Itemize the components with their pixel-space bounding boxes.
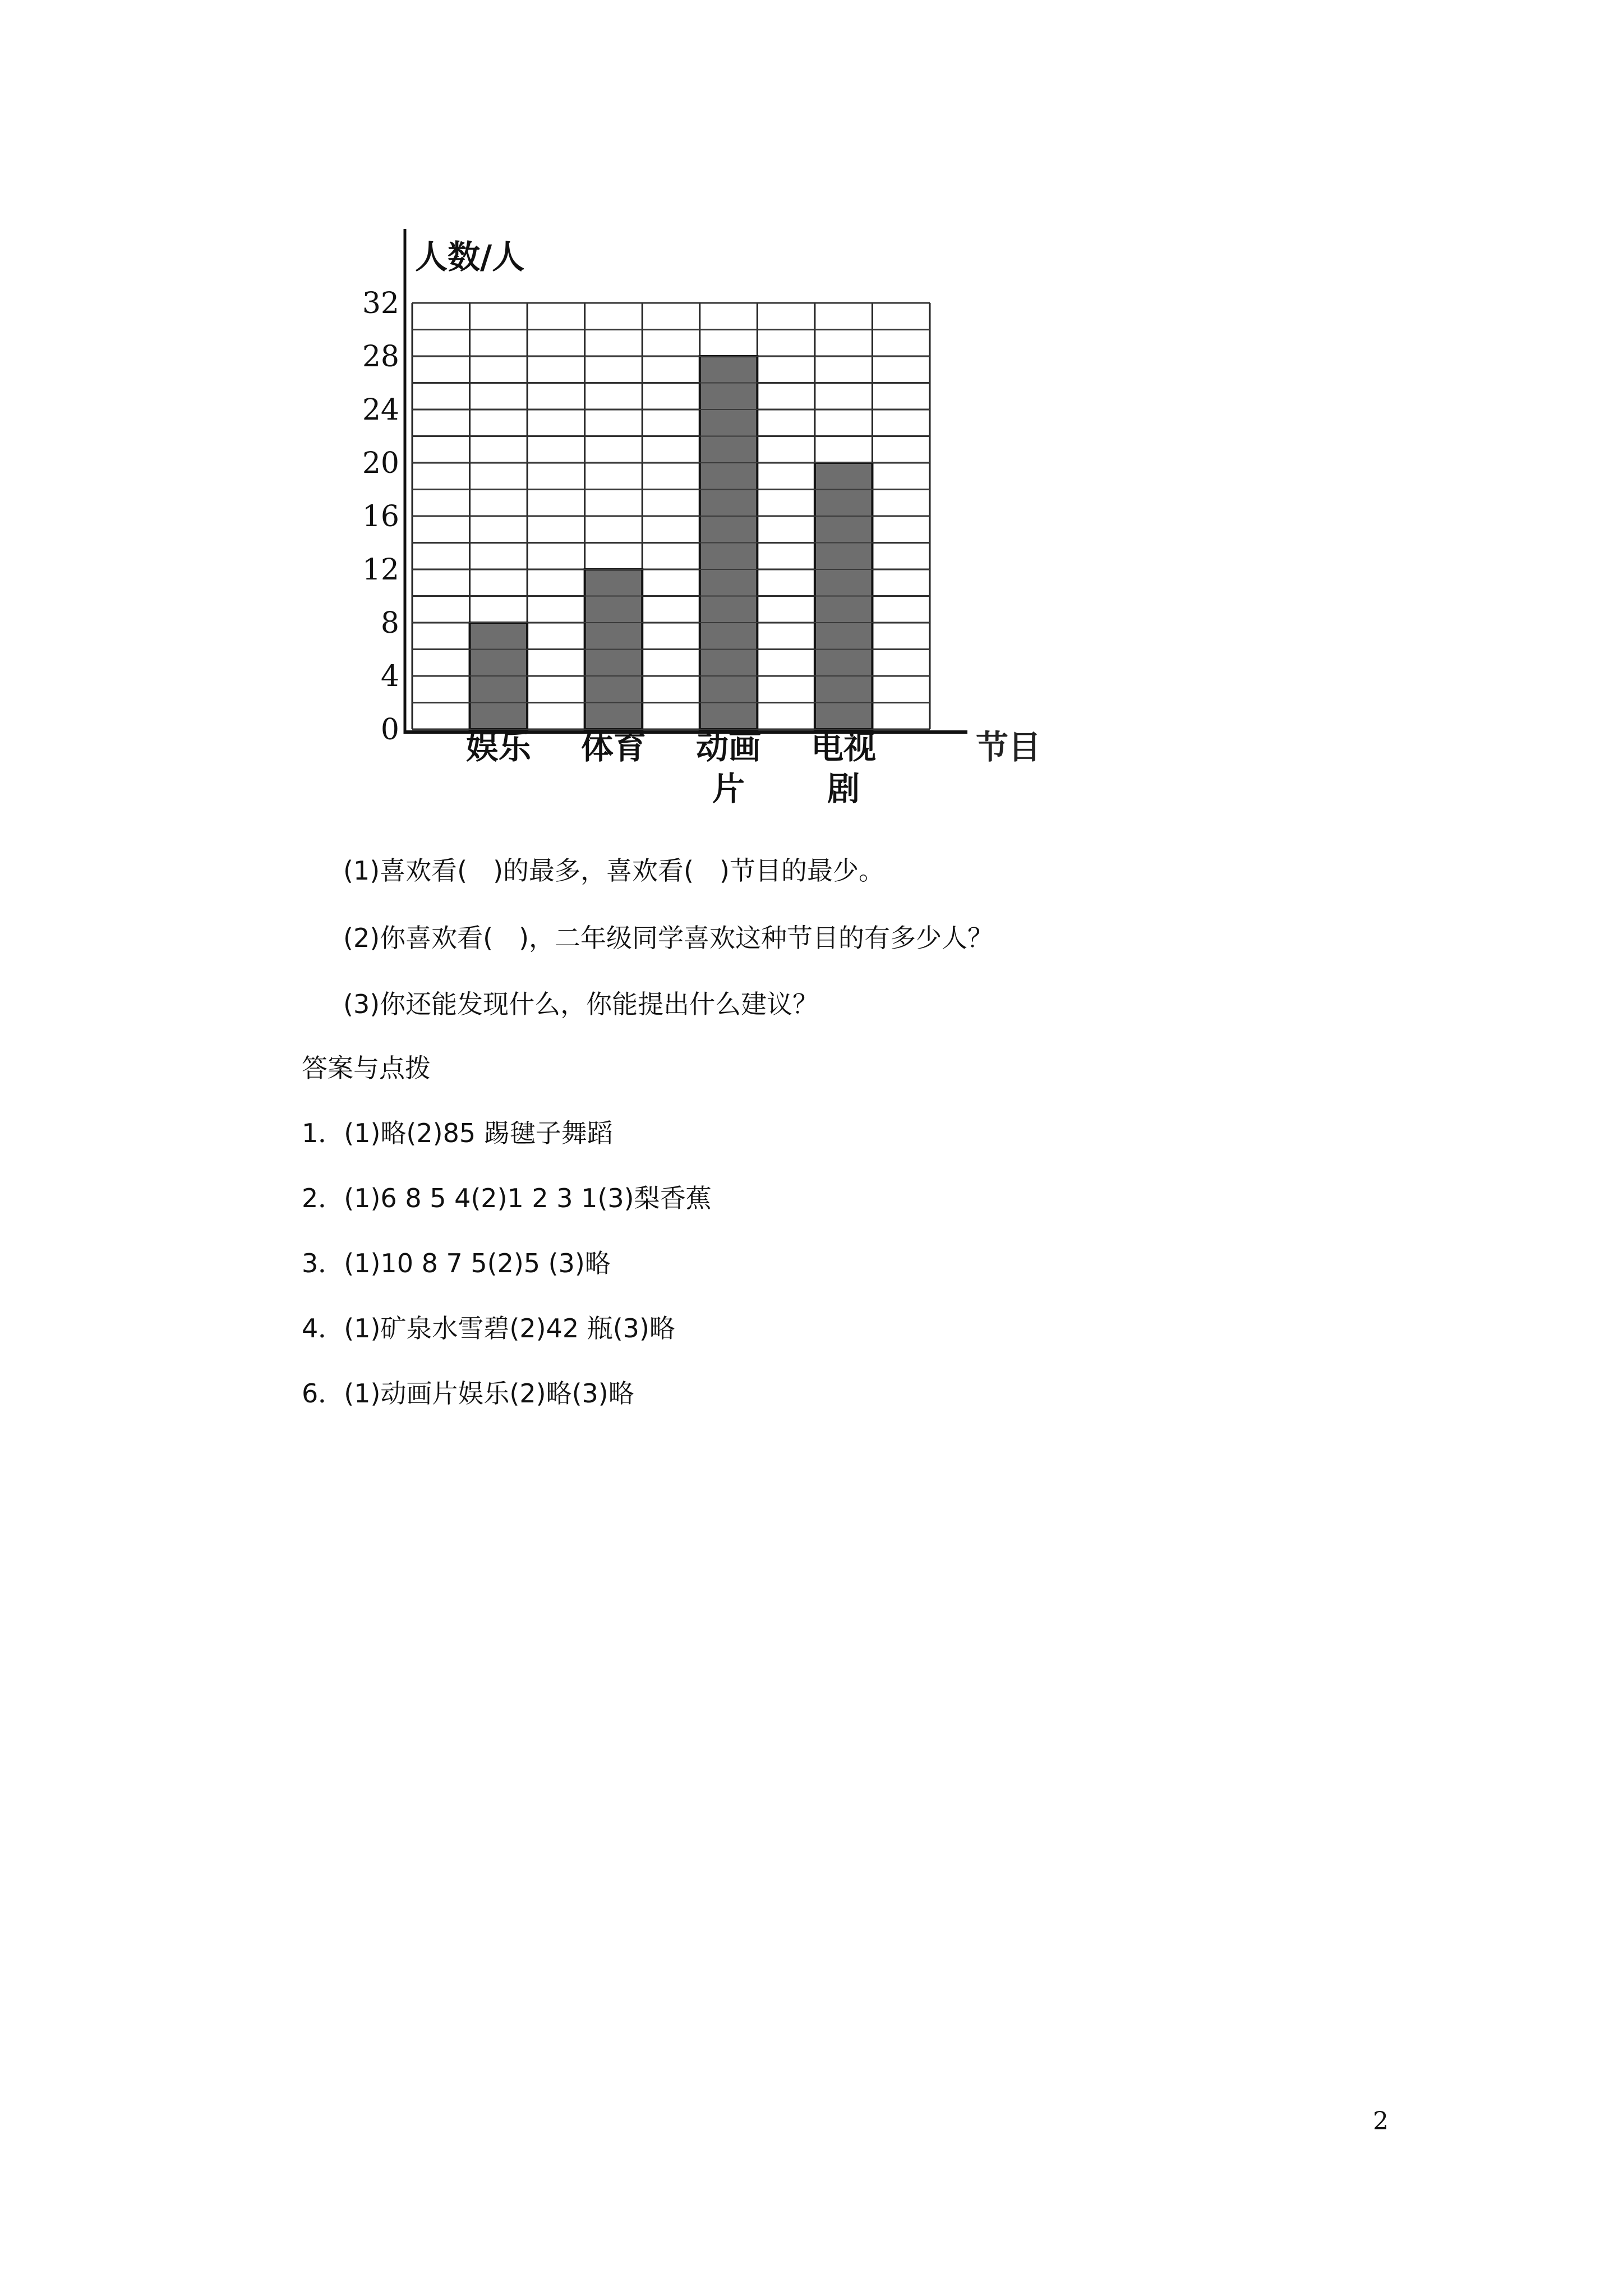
answer-item-3: 3．(1)10 8 7 5(2)5 (3)略 [302,1248,611,1278]
answer-item-4: 4．(1)矿泉水雪碧(2)42 瓶(3)略 [302,1313,675,1343]
y-tick-label: 32 [362,287,399,320]
answer-item-2: 2．(1)6 8 5 4(2)1 2 3 1(3)梨香蕉 [302,1183,712,1213]
y-tick-label: 12 [362,553,399,587]
y-tick-label: 8 [380,606,399,640]
bar-chart [308,213,1133,825]
y-tick-label: 16 [362,500,399,533]
question-1: (1)喜欢看( )的最多，喜欢看( )节目的最少。 [343,855,884,886]
x-category-label: 片 [712,770,745,808]
x-category-label: 娱乐 [465,728,531,766]
page-number: 2 [1373,2107,1389,2136]
question-2: (2)你喜欢看( )，二年级同学喜欢这种节目的有多少人？ [343,923,994,953]
answers-heading: 答案与点拨 [302,1053,431,1083]
y-tick-label: 20 [362,447,399,480]
x-category-labels [466,728,876,808]
y-tick-labels [362,287,399,747]
answer-item-6: 6．(1)动画片娱乐(2)略(3)略 [302,1378,634,1409]
chart-bars [412,303,930,729]
answer-item-1: 1．(1)略(2)85 踢毽子舞蹈 [302,1118,613,1148]
question-3: (3)你还能发现什么，你能提出什么建议？ [343,989,819,1019]
y-axis-label: 人数/人 [415,238,525,276]
bar-chart-figure [308,213,1133,825]
y-tick-label: 24 [362,393,399,427]
x-category-label: 体育 [580,728,646,766]
y-tick-label: 4 [380,660,399,693]
x-category-label: 剧 [827,770,860,808]
x-category-label: 电视 [811,728,877,766]
x-axis-label: 节目 [976,728,1041,766]
x-category-label: 动画 [696,728,762,766]
y-tick-label: 28 [362,340,399,374]
y-tick-label: 0 [380,713,399,747]
